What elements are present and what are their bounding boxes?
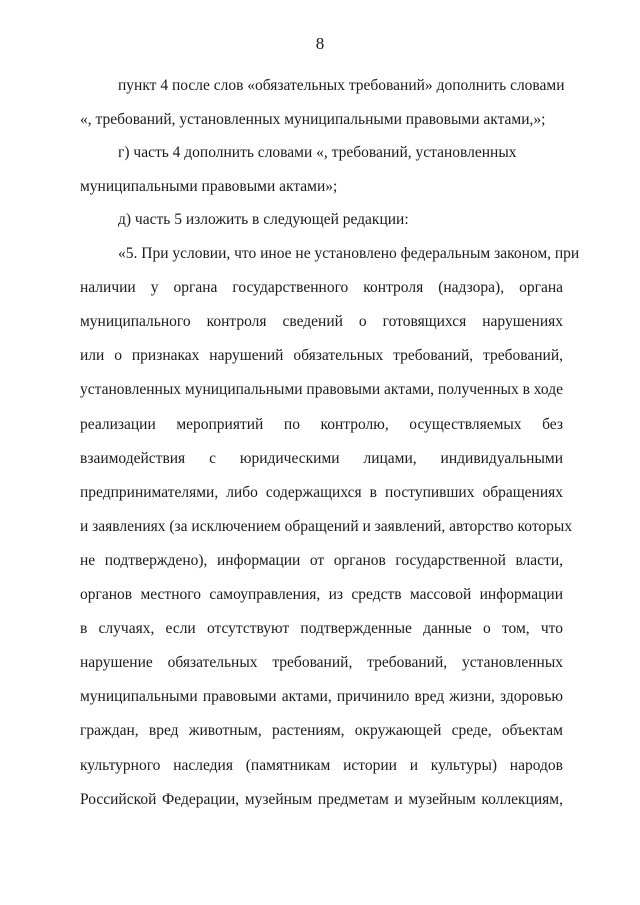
text-line: нарушение обязательных требований, требований, установленных	[80, 654, 563, 671]
text-line: муниципального контроля сведений о готовящихся нарушениях	[80, 313, 563, 330]
text-line: не подтверждено), информации от органов государственной власти,	[80, 552, 563, 569]
text-line: муниципальными правовыми актами»;	[80, 178, 338, 195]
text-line: д) часть 5 изложить в следующей редакции:	[118, 211, 409, 228]
text-line: наличии у органа государственного контроля (надзора), органа	[80, 279, 563, 296]
text-line: «5. При условии, что иное не установлено федеральным законом, при	[118, 245, 580, 262]
text-line: в случаях, если отсутствуют подтвержденные данные о том, что	[80, 620, 563, 637]
text-line: пункт 4 после слов «обязательных требований» дополнить словами	[118, 77, 565, 94]
text-line: взаимодействия с юридическими лицами, индивидуальными	[80, 450, 563, 467]
text-line: Российской Федерации, музейным предметам и музейным коллекциям,	[80, 791, 563, 808]
text-line: органов местного самоуправления, из средств массовой информации	[80, 586, 563, 603]
text-line: установленных муниципальными правовыми актами, полученных в ходе	[80, 381, 563, 398]
text-line: граждан, вред животным, растениям, окружающей среде, объектам	[80, 722, 563, 739]
text-line: муниципальными правовыми актами, причинило вред жизни, здоровью	[80, 688, 563, 705]
text-line: культурного наследия (памятникам истории и культуры) народов	[80, 757, 563, 774]
text-line: г) часть 4 дополнить словами «, требований, установленных	[118, 144, 517, 161]
text-line: или о признаках нарушений обязательных требований, требований,	[80, 347, 563, 364]
page-number: 8	[315, 34, 325, 53]
text-line: реализации мероприятий по контролю, осуществляемых без	[80, 416, 563, 433]
text-line: предпринимателями, либо содержащихся в поступивших обращениях	[80, 484, 563, 501]
text-line: «, требований, установленных муниципальными правовыми актами,»;	[80, 111, 546, 128]
text-line: и заявлениях (за исключением обращений и заявлений, авторство которых	[80, 518, 573, 535]
